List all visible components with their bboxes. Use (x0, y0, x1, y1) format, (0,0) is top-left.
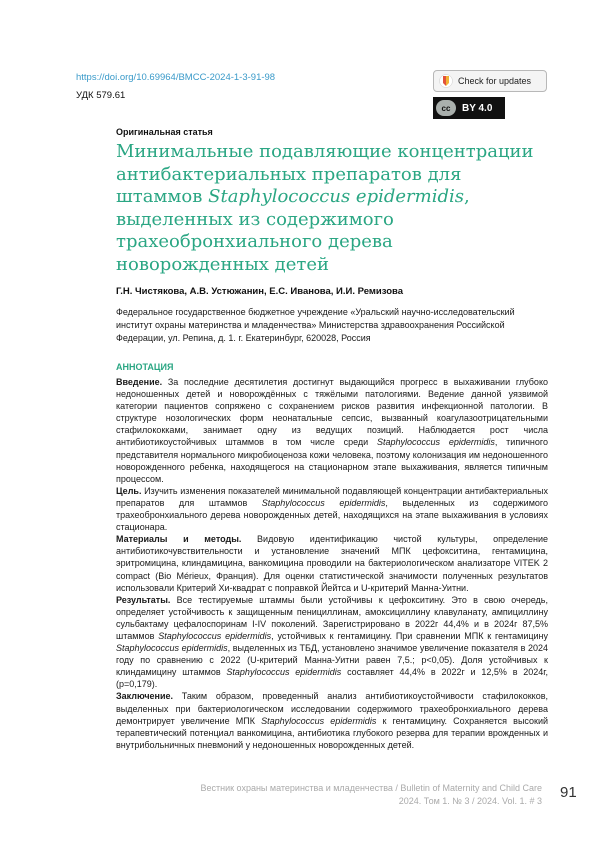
page-number: 91 (560, 784, 577, 801)
article-title: Минимальные подавляющие концентрации антибактериальных препаратов для штаммов Staphylococcus epidermidis, выделенных из содержимого трахеобронхиального дерева новорожденных детей (116, 141, 534, 275)
crossmark-icon (439, 74, 453, 88)
abstract-conclusion: Заключение. Таким образом, проведенный анализ антибиотикоустойчивости стафилококков, выделенных при бактериологическом исследовании содержимого трахеобронхиального дерева демонтрирует увеличение МПК Staphylococcus epidermidis к гентамицину. Сохраняется высокий терапевтический потенциал ванкомицина, антибиотика глубокого резерва для терапии врожденных и внутрибольничных пневмоний у недоношенных новорожденных детей. (116, 691, 549, 750)
abstract-methods: Материалы и методы. Видовую идентификацию чистой культуры, определение антибиотикочувствительности и установление значений МПК цефокситина, гентамицина, эритромицина, клиндамицина, ванкомицина проводили на бактериологическом анализаторе VITEK 2 compact (Bio Mérieux, Франция). Для оценки статистической значимости полученных результатов использовали Критерий Хи-квадрат с поправкой Йейтса и U-критерий Манна-Уитни. (116, 534, 548, 593)
abstract-body (116, 376, 548, 751)
abstract-results: Результаты. Все тестируемые штаммы были устойчивы к цефокситину. Это в свою очередь, определяет устойчивость к защищенным пенициллинам, амоксициллину клавуланату, ампициллину сульбактаму цефалоспоринам I-IV поколений. Зарегистрировано в 2022г 44,4% и в 2024г 87,5% штаммов Staphylococcus epidermidis, устойчивых к гентамицину. При сравнении МПК к гентамицину Staphylococcus epidermidis, выделенных из ТБД, установлено значимое увеличение показателя в 2024 году по сравнению с 2022 (U-критерий Манна-Уитни равен 7,5.; p<0,05). Доля устойчивых к клиндамицину штаммов Staphylococcus epidermidis составляет 44,4% в 2022г и 12,5% в 2024г, (p=0,179). (116, 594, 548, 690)
abstract-heading: АННОТАЦИЯ (116, 362, 174, 372)
journal-name: Вестник охраны материнства и младенчества / Bulletin of Maternity and Child Care (200, 783, 542, 793)
journal-footer (200, 782, 542, 808)
abstract-aim: Цель. Изучить изменения показателей минимальной подавляющей концентрации антибактериальных препаратов для штаммов Staphylococcus epidermidis, выделенных из содержимого трахеобронхиального дерева новорожденных детей, находящихся на этапе выхаживания в условиях стационара. (116, 485, 548, 533)
cc-icon: cc (436, 100, 456, 116)
abstract-introduction: Введение. За последние десятилетия достигнут выдающийся прогресс в выхаживании глубоко недоношенных детей и новорождённых с тяжёлыми патологиями. Ведение данной уязвимой категории пациентов сопряжено с сохранением рисков развития инфекционной патологии. В структуре нозологических форм неонатальные сепсис, вызванный коагулазоотрицательными стафилококками, занимает одну из ведущих позиций. Наблюдается рост числа антибиотикоустойчивых штаммов в том числе среди Staphylococcus epidermidis, типичного представителя нормального микробиоценоза кожи человека, поэтому колонизация им недоношенного новорожденного ребенка, находящегося на стационарном этапе выхаживания, является типичным процессом. (116, 377, 548, 484)
affiliation: Федеральное государственное бюджетное учреждение «Уральский научно-исследовательский институт охраны материнства и младенчества» Министерства здравоохранения Российской Федерации, ул. Репина, д. 1. г. Екатеринбург, 620028, Россия (116, 307, 515, 343)
udk-code: УДК 579.61 (76, 90, 126, 101)
check-for-updates-label: Check for updates (458, 76, 532, 86)
license-label: BY 4.0 (462, 102, 493, 114)
authors: Г.Н. Чистякова, А.В. Устюжанин, Е.С. Иванова, И.И. Ремизова (116, 286, 404, 297)
article-type: Оригинальная статья (116, 127, 213, 137)
doi-link[interactable]: https://doi.org/10.69964/BMCC-2024-1-3-91-98 (76, 72, 276, 83)
license-badge[interactable] (433, 97, 505, 119)
journal-issue: 2024. Том 1. № 3 / 2024. Vol. 1. # 3 (398, 796, 542, 806)
check-for-updates-badge[interactable] (433, 70, 547, 92)
